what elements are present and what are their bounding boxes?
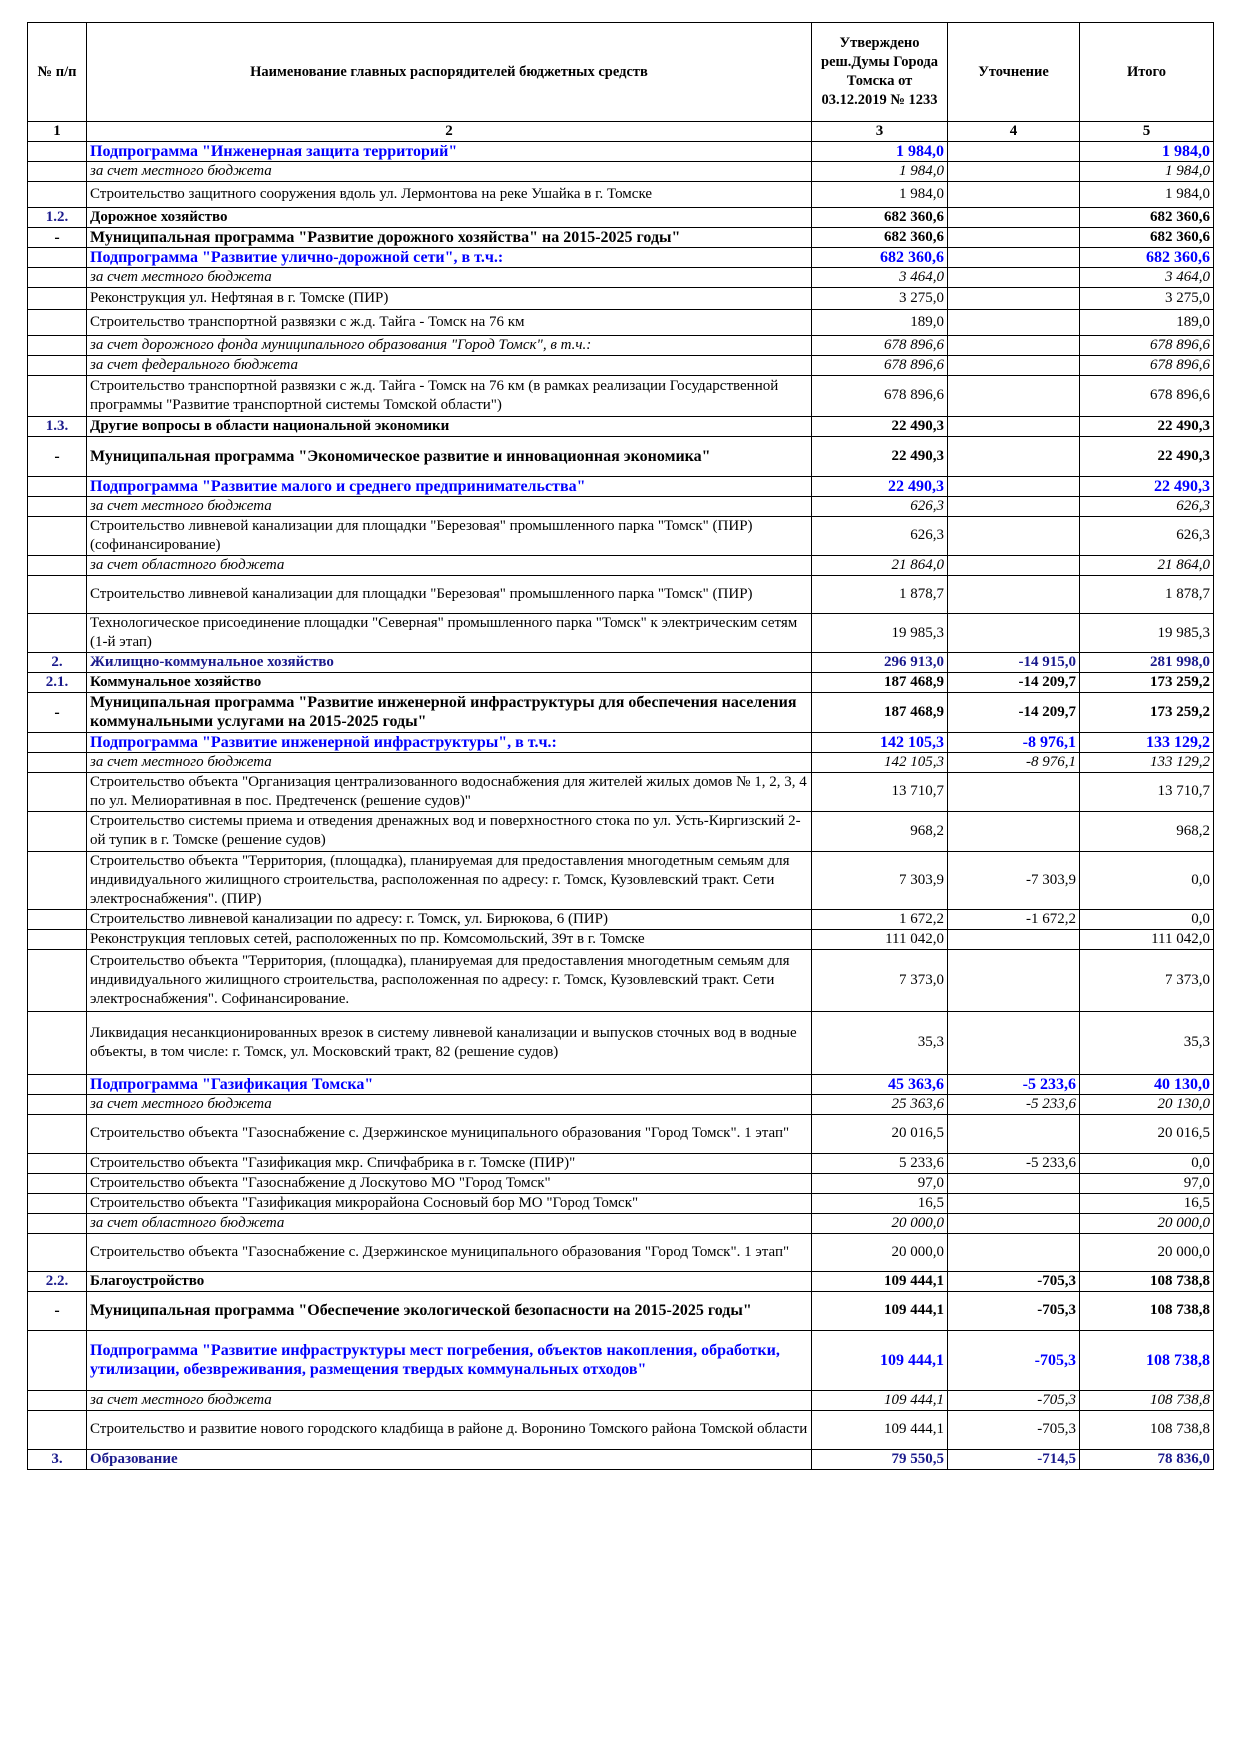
table-row — [28, 555, 1214, 575]
table-row — [28, 693, 1214, 733]
table-row — [28, 732, 1214, 752]
row-name: Строительство объекта "Газоснабжение д Лоскутово МО "Город Томск" — [87, 1173, 812, 1194]
change-value: -705,3 — [948, 1410, 1080, 1450]
approved-value: 296 913,0 — [812, 653, 948, 673]
row-name: Муниципальная программа "Развитие инженерной инфраструктуры для обеспечения населения коммунальными услугами на 2015-2025 годы" — [87, 693, 812, 733]
approved-value: 187 468,9 — [812, 673, 948, 693]
change-value: -1 672,2 — [948, 910, 1080, 930]
table-row — [28, 1075, 1214, 1095]
row-number — [28, 375, 87, 417]
column-number: 5 — [1080, 122, 1214, 142]
table-row — [28, 247, 1214, 267]
row-name: Строительство объекта "Территория, (площадка), планируемая для предоставления многодетным семьям для индивидуального жилищного строительства, расположенная по адресу: г. Томск, Кузовлевский тракт. Сети электроснабжения". (ПИР) — [87, 852, 812, 910]
change-value — [948, 1214, 1080, 1234]
table-row — [28, 375, 1214, 417]
change-value — [948, 516, 1080, 555]
table-row — [28, 811, 1214, 852]
total-value: 22 490,3 — [1080, 437, 1214, 477]
row-name: Строительство ливневой канализации для площадки "Березовая" промышленного парка "Томск" (ПИР) — [87, 575, 812, 614]
change-value — [948, 1115, 1080, 1154]
table-row — [28, 950, 1214, 1012]
row-number — [28, 1410, 87, 1450]
row-name: за счет местного бюджета — [87, 1095, 812, 1115]
table-row — [28, 267, 1214, 287]
table-row — [28, 355, 1214, 375]
approved-value: 142 105,3 — [812, 732, 948, 752]
total-value: 173 259,2 — [1080, 673, 1214, 693]
change-value: -14 915,0 — [948, 653, 1080, 673]
approved-value: 678 896,6 — [812, 375, 948, 417]
row-name: Строительство объекта "Организация централизованного водоснабжения для жителей жилых домов № 1, 2, 3, 4 по ул. Мелиоративная в пос. Предтеченск (решение судов)" — [87, 772, 812, 811]
row-number — [28, 310, 87, 336]
row-name: Реконструкция ул. Нефтяная в г. Томске (ПИР) — [87, 287, 812, 310]
approved-value: 1 984,0 — [812, 142, 948, 162]
row-number — [28, 162, 87, 182]
total-value: 626,3 — [1080, 496, 1214, 516]
row-number — [28, 930, 87, 950]
row-name: Ликвидация несанкционированных врезок в систему ливневой канализации и выпусков сточных вод в водные объекты, в том числе: г. Томск, ул. Московский тракт, 82 (решение судов) — [87, 1011, 812, 1075]
table-row — [28, 1095, 1214, 1115]
total-value: 682 360,6 — [1080, 227, 1214, 247]
change-value — [948, 335, 1080, 355]
change-value: -8 976,1 — [948, 752, 1080, 772]
change-value: -14 209,7 — [948, 673, 1080, 693]
approved-value: 109 444,1 — [812, 1410, 948, 1450]
row-number — [28, 1331, 87, 1391]
change-value — [948, 207, 1080, 227]
change-value: -714,5 — [948, 1450, 1080, 1470]
total-value: 173 259,2 — [1080, 693, 1214, 733]
approved-value: 22 490,3 — [812, 417, 948, 437]
row-name: за счет областного бюджета — [87, 555, 812, 575]
table-row — [28, 310, 1214, 336]
change-value — [948, 375, 1080, 417]
row-name: Муниципальная программа "Экономическое развитие и инновационная экономика" — [87, 437, 812, 477]
total-value: 97,0 — [1080, 1173, 1214, 1194]
change-value — [948, 1011, 1080, 1075]
table-row — [28, 437, 1214, 477]
row-number — [28, 496, 87, 516]
approved-value: 678 896,6 — [812, 335, 948, 355]
total-value: 682 360,6 — [1080, 207, 1214, 227]
approved-value: 1 984,0 — [812, 182, 948, 208]
change-value: -705,3 — [948, 1291, 1080, 1331]
table-row — [28, 1173, 1214, 1194]
approved-value: 1 672,2 — [812, 910, 948, 930]
row-number: - — [28, 693, 87, 733]
approved-value: 678 896,6 — [812, 355, 948, 375]
row-number: 1.3. — [28, 417, 87, 437]
approved-value: 187 468,9 — [812, 693, 948, 733]
total-value: 1 878,7 — [1080, 575, 1214, 614]
row-number — [28, 575, 87, 614]
approved-value: 25 363,6 — [812, 1095, 948, 1115]
table-row — [28, 1450, 1214, 1470]
row-name: за счет местного бюджета — [87, 267, 812, 287]
total-value: 35,3 — [1080, 1011, 1214, 1075]
change-value: -14 209,7 — [948, 693, 1080, 733]
row-name: за счет дорожного фонда муниципального образования "Город Томск", в т.ч.: — [87, 335, 812, 355]
change-value — [948, 476, 1080, 496]
approved-value: 682 360,6 — [812, 207, 948, 227]
change-value — [948, 310, 1080, 336]
row-name: Жилищно-коммунальное хозяйство — [87, 653, 812, 673]
total-value: 20 000,0 — [1080, 1234, 1214, 1272]
total-value: 19 985,3 — [1080, 614, 1214, 653]
row-number — [28, 772, 87, 811]
total-value: 21 864,0 — [1080, 555, 1214, 575]
total-value: 678 896,6 — [1080, 375, 1214, 417]
change-value — [948, 1194, 1080, 1214]
approved-value: 3 275,0 — [812, 287, 948, 310]
row-number — [28, 516, 87, 555]
approved-value: 20 000,0 — [812, 1214, 948, 1234]
total-value: 22 490,3 — [1080, 476, 1214, 496]
row-number — [28, 732, 87, 752]
total-value: 1 984,0 — [1080, 162, 1214, 182]
change-value — [948, 267, 1080, 287]
row-name: Строительство объекта "Газификация микрорайона Сосновый бор МО "Город Томск" — [87, 1194, 812, 1214]
row-number: - — [28, 437, 87, 477]
row-number: 2.1. — [28, 673, 87, 693]
row-number — [28, 1115, 87, 1154]
row-name: Строительство ливневой канализации по адресу: г. Томск, ул. Бирюкова, 6 (ПИР) — [87, 910, 812, 930]
row-name: Строительство защитного сооружения вдоль ул. Лермонтова на реке Ушайка в г. Томске — [87, 182, 812, 208]
column-number: 4 — [948, 122, 1080, 142]
change-value — [948, 930, 1080, 950]
total-value: 22 490,3 — [1080, 417, 1214, 437]
row-number — [28, 1390, 87, 1410]
total-value: 1 984,0 — [1080, 182, 1214, 208]
total-value: 1 984,0 — [1080, 142, 1214, 162]
total-value: 13 710,7 — [1080, 772, 1214, 811]
total-value: 3 275,0 — [1080, 287, 1214, 310]
row-number: 2. — [28, 653, 87, 673]
row-number — [28, 267, 87, 287]
change-value: -8 976,1 — [948, 732, 1080, 752]
row-name: Технологическое присоединение площадки "Северная" промышленного парка "Томск" к электрическим сетям (1-й этап) — [87, 614, 812, 653]
row-number — [28, 1234, 87, 1272]
row-name: Подпрограмма "Инженерная защита территорий" — [87, 142, 812, 162]
total-value: 108 738,8 — [1080, 1331, 1214, 1391]
table-row — [28, 182, 1214, 208]
change-value: -705,3 — [948, 1390, 1080, 1410]
change-value — [948, 555, 1080, 575]
row-name: Подпрограмма "Газификация Томска" — [87, 1075, 812, 1095]
change-value: -5 233,6 — [948, 1075, 1080, 1095]
table-row — [28, 516, 1214, 555]
table-row — [28, 772, 1214, 811]
row-name: Строительство транспортной развязки с ж.д. Тайга - Томск на 76 км — [87, 310, 812, 336]
row-name: Муниципальная программа "Развитие дорожного хозяйства" на 2015-2025 годы" — [87, 227, 812, 247]
approved-value: 968,2 — [812, 811, 948, 852]
row-name: Дорожное хозяйство — [87, 207, 812, 227]
approved-value: 1 878,7 — [812, 575, 948, 614]
row-number — [28, 287, 87, 310]
row-number: - — [28, 227, 87, 247]
change-value — [948, 811, 1080, 852]
row-name: Строительство объекта "Газификация мкр. Спичфабрика в г. Томске (ПИР)" — [87, 1153, 812, 1173]
table-row — [28, 1271, 1214, 1291]
row-name: Благоустройство — [87, 1271, 812, 1291]
table-row — [28, 1234, 1214, 1272]
table-row — [28, 496, 1214, 516]
approved-value: 13 710,7 — [812, 772, 948, 811]
approved-value: 7 303,9 — [812, 852, 948, 910]
change-value: -5 233,6 — [948, 1095, 1080, 1115]
table-row — [28, 207, 1214, 227]
row-name: Строительство ливневой канализации для площадки "Березовая" промышленного парка "Томск" (ПИР) (софинансирование) — [87, 516, 812, 555]
total-value: 281 998,0 — [1080, 653, 1214, 673]
change-value — [948, 227, 1080, 247]
row-number — [28, 182, 87, 208]
table-row — [28, 614, 1214, 653]
change-value — [948, 287, 1080, 310]
row-number — [28, 476, 87, 496]
row-name: за счет местного бюджета — [87, 752, 812, 772]
total-value: 111 042,0 — [1080, 930, 1214, 950]
column-number: 2 — [87, 122, 812, 142]
row-number — [28, 247, 87, 267]
change-value: -705,3 — [948, 1331, 1080, 1391]
table-row — [28, 417, 1214, 437]
table-row — [28, 653, 1214, 673]
row-number — [28, 1075, 87, 1095]
column-number-row — [28, 122, 1214, 142]
row-number — [28, 555, 87, 575]
row-name: за счет местного бюджета — [87, 496, 812, 516]
row-name: Подпрограмма "Развитие улично-дорожной сети", в т.ч.: — [87, 247, 812, 267]
table-row — [28, 476, 1214, 496]
header-change: Уточнение — [948, 23, 1080, 122]
change-value — [948, 247, 1080, 267]
approved-value: 109 444,1 — [812, 1331, 948, 1391]
approved-value: 626,3 — [812, 496, 948, 516]
row-name: Строительство транспортной развязки с ж.д. Тайга - Томск на 76 км (в рамках реализации Государственной программы "Развитие транспортной системы Томской области") — [87, 375, 812, 417]
approved-value: 189,0 — [812, 310, 948, 336]
table-row — [28, 1214, 1214, 1234]
approved-value: 35,3 — [812, 1011, 948, 1075]
change-value — [948, 355, 1080, 375]
approved-value: 20 000,0 — [812, 1234, 948, 1272]
approved-value: 682 360,6 — [812, 227, 948, 247]
approved-value: 111 042,0 — [812, 930, 948, 950]
approved-value: 5 233,6 — [812, 1153, 948, 1173]
total-value: 133 129,2 — [1080, 732, 1214, 752]
table-row — [28, 162, 1214, 182]
change-value — [948, 496, 1080, 516]
row-name: Подпрограмма "Развитие инфраструктуры мест погребения, объектов накопления, обработки, утилизации, обезвреживания, размещения твердых коммунальных отходов" — [87, 1331, 812, 1391]
total-value: 133 129,2 — [1080, 752, 1214, 772]
row-number — [28, 752, 87, 772]
total-value: 40 130,0 — [1080, 1075, 1214, 1095]
table-row — [28, 1291, 1214, 1331]
approved-value: 626,3 — [812, 516, 948, 555]
total-value: 78 836,0 — [1080, 1450, 1214, 1470]
row-name: Строительство и развитие нового городского кладбища в районе д. Воронино Томского района Томской области — [87, 1410, 812, 1450]
total-value: 0,0 — [1080, 1153, 1214, 1173]
change-value — [948, 142, 1080, 162]
table-row — [28, 852, 1214, 910]
approved-value: 142 105,3 — [812, 752, 948, 772]
approved-value: 97,0 — [812, 1173, 948, 1194]
table-row — [28, 335, 1214, 355]
change-value — [948, 437, 1080, 477]
total-value: 0,0 — [1080, 852, 1214, 910]
row-name: Другие вопросы в области национальной экономики — [87, 417, 812, 437]
approved-value: 19 985,3 — [812, 614, 948, 653]
table-row — [28, 752, 1214, 772]
total-value: 20 000,0 — [1080, 1214, 1214, 1234]
total-value: 16,5 — [1080, 1194, 1214, 1214]
approved-value: 682 360,6 — [812, 247, 948, 267]
total-value: 108 738,8 — [1080, 1410, 1214, 1450]
change-value — [948, 1173, 1080, 1194]
total-value: 108 738,8 — [1080, 1291, 1214, 1331]
approved-value: 7 373,0 — [812, 950, 948, 1012]
table-row — [28, 142, 1214, 162]
row-name: Строительство объекта "Газоснабжение с. Дзержинское муниципального образования "Город Томск". 1 этап" — [87, 1115, 812, 1154]
row-name: Образование — [87, 1450, 812, 1470]
approved-value: 109 444,1 — [812, 1291, 948, 1331]
total-value: 189,0 — [1080, 310, 1214, 336]
total-value: 108 738,8 — [1080, 1390, 1214, 1410]
column-number: 3 — [812, 122, 948, 142]
table-row — [28, 287, 1214, 310]
header-num: № п/п — [28, 23, 87, 122]
total-value: 678 896,6 — [1080, 335, 1214, 355]
change-value — [948, 575, 1080, 614]
row-number — [28, 1011, 87, 1075]
row-number — [28, 1153, 87, 1173]
row-name: за счет областного бюджета — [87, 1214, 812, 1234]
row-name: за счет местного бюджета — [87, 162, 812, 182]
row-number — [28, 1214, 87, 1234]
row-number — [28, 614, 87, 653]
row-number: 3. — [28, 1450, 87, 1470]
total-value: 20 130,0 — [1080, 1095, 1214, 1115]
row-number — [28, 852, 87, 910]
approved-value: 109 444,1 — [812, 1271, 948, 1291]
row-name: Подпрограмма "Развитие малого и среднего предпринимательства" — [87, 476, 812, 496]
table-row — [28, 673, 1214, 693]
total-value: 0,0 — [1080, 910, 1214, 930]
header-name: Наименование главных распорядителей бюджетных средств — [87, 23, 812, 122]
approved-value: 22 490,3 — [812, 476, 948, 496]
row-name: Коммунальное хозяйство — [87, 673, 812, 693]
total-value: 108 738,8 — [1080, 1271, 1214, 1291]
table-row — [28, 910, 1214, 930]
column-number: 1 — [28, 122, 87, 142]
total-value: 968,2 — [1080, 811, 1214, 852]
change-value — [948, 772, 1080, 811]
change-value — [948, 614, 1080, 653]
row-number — [28, 811, 87, 852]
approved-value: 1 984,0 — [812, 162, 948, 182]
change-value — [948, 950, 1080, 1012]
header-approved: Утверждено реш.Думы Города Томска от 03.12.2019 № 1233 — [812, 23, 948, 122]
approved-value: 20 016,5 — [812, 1115, 948, 1154]
change-value: -7 303,9 — [948, 852, 1080, 910]
row-name: Строительство объекта "Газоснабжение с. Дзержинское муниципального образования "Город Томск". 1 этап" — [87, 1234, 812, 1272]
approved-value: 45 363,6 — [812, 1075, 948, 1095]
row-number — [28, 1095, 87, 1115]
row-name: Муниципальная программа "Обеспечение экологической безопасности на 2015-2025 годы" — [87, 1291, 812, 1331]
row-name: Строительство объекта "Территория, (площадка), планируемая для предоставления многодетным семьям для индивидуального жилищного строительства, расположенная по адресу: г. Томск, Кузовлевский тракт. Сети электроснабжения". Софинансирование. — [87, 950, 812, 1012]
row-number — [28, 355, 87, 375]
change-value — [948, 1234, 1080, 1272]
total-value: 20 016,5 — [1080, 1115, 1214, 1154]
approved-value: 22 490,3 — [812, 437, 948, 477]
row-number — [28, 335, 87, 355]
row-number — [28, 950, 87, 1012]
table-row — [28, 1153, 1214, 1173]
approved-value: 16,5 — [812, 1194, 948, 1214]
approved-value: 3 464,0 — [812, 267, 948, 287]
row-name: за счет местного бюджета — [87, 1390, 812, 1410]
change-value: -5 233,6 — [948, 1153, 1080, 1173]
row-number — [28, 1173, 87, 1194]
change-value — [948, 182, 1080, 208]
change-value — [948, 162, 1080, 182]
row-name: за счет федерального бюджета — [87, 355, 812, 375]
row-name: Подпрограмма "Развитие инженерной инфраструктуры", в т.ч.: — [87, 732, 812, 752]
row-name: Реконструкция тепловых сетей, расположенных по пр. Комсомольский, 39т в г. Томске — [87, 930, 812, 950]
row-number — [28, 142, 87, 162]
table-row — [28, 1410, 1214, 1450]
table-row — [28, 1115, 1214, 1154]
row-name: Строительство системы приема и отведения дренажных вод и поверхностного стока по ул. Усть-Киргизский 2-ой тупик в г. Томске (решение судов) — [87, 811, 812, 852]
row-number: - — [28, 1291, 87, 1331]
row-number — [28, 1194, 87, 1214]
approved-value: 79 550,5 — [812, 1450, 948, 1470]
table-row — [28, 1011, 1214, 1075]
approved-value: 21 864,0 — [812, 555, 948, 575]
row-number: 2.2. — [28, 1271, 87, 1291]
table-row — [28, 227, 1214, 247]
total-value: 682 360,6 — [1080, 247, 1214, 267]
table-row — [28, 1194, 1214, 1214]
table-row — [28, 575, 1214, 614]
table-row — [28, 1390, 1214, 1410]
change-value — [948, 417, 1080, 437]
change-value: -705,3 — [948, 1271, 1080, 1291]
total-value: 626,3 — [1080, 516, 1214, 555]
header-total: Итого — [1080, 23, 1214, 122]
table-row — [28, 930, 1214, 950]
budget-table — [27, 22, 1214, 1470]
total-value: 7 373,0 — [1080, 950, 1214, 1012]
total-value: 678 896,6 — [1080, 355, 1214, 375]
header-row — [28, 23, 1214, 122]
approved-value: 109 444,1 — [812, 1390, 948, 1410]
row-number: 1.2. — [28, 207, 87, 227]
row-number — [28, 910, 87, 930]
total-value: 3 464,0 — [1080, 267, 1214, 287]
table-row — [28, 1331, 1214, 1391]
